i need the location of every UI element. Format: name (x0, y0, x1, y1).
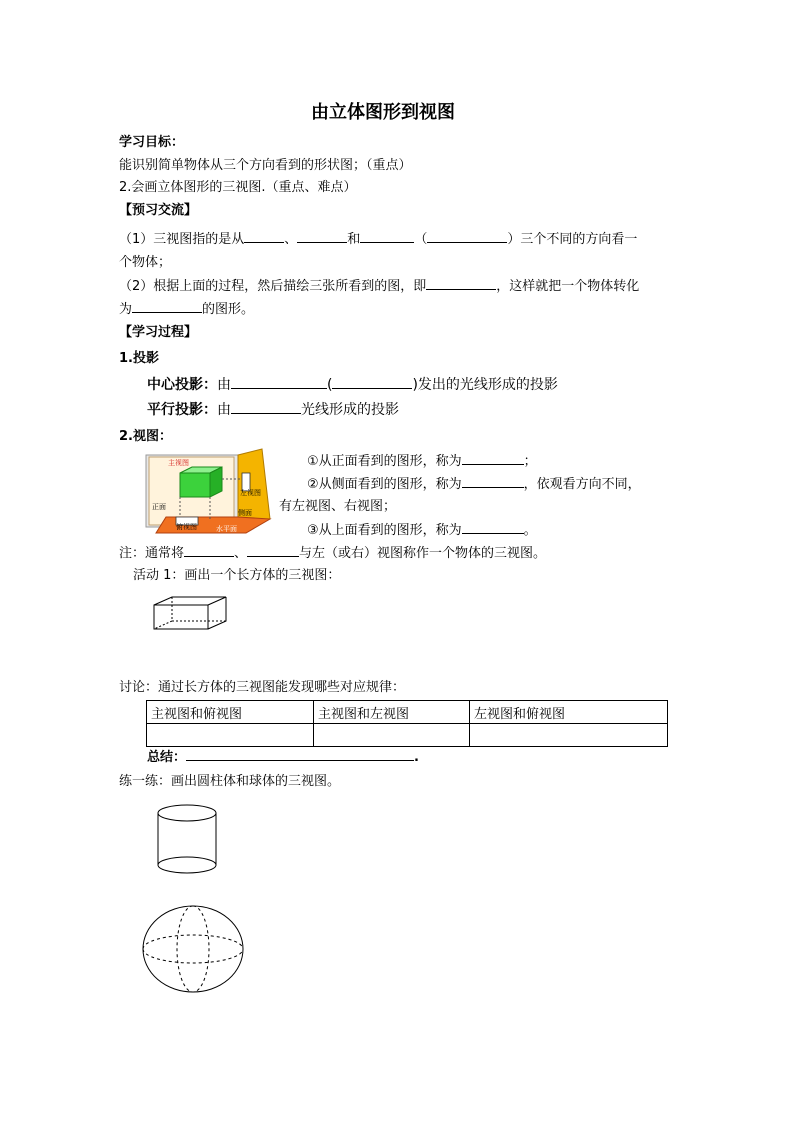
sphere-equator-front (143, 949, 243, 963)
central-blank-1[interactable] (231, 374, 327, 389)
table-cell[interactable] (314, 724, 470, 747)
central-text-c: )发出的光线形成的投影 (412, 377, 558, 393)
central-label: 中心投影： (147, 377, 217, 393)
label-horizontal: 水平面 (216, 525, 237, 533)
v3-text-b: 。 (523, 523, 537, 538)
summary-end: . (414, 750, 419, 765)
q2-text-a: （2）根据上面的过程，然后描绘三张所看到的图，即 (119, 279, 427, 294)
table-cell[interactable] (147, 724, 314, 747)
parallel-label: 平行投影： (147, 402, 217, 418)
q1-text-e: ）三个不同的方向看一 (507, 232, 638, 247)
section-projection: 1.投影 (119, 351, 159, 366)
summary-label: 总结： (147, 750, 187, 765)
cylinder-bottom-back (158, 857, 216, 865)
discussion: 讨论：通过长方体的三视图能发现哪些对应规律： (119, 680, 406, 695)
sphere-outline (143, 906, 243, 992)
v1-blank[interactable] (462, 450, 524, 465)
page-title: 由立体图形到视图 (311, 102, 455, 123)
summary (147, 746, 419, 769)
view-definition-1 (307, 450, 537, 473)
label-front-view: 主视图 (168, 459, 189, 467)
table-header-cell: 左视图和俯视图 (470, 701, 668, 724)
v1-text-a: ①从正面看到的图形，称为 (307, 454, 462, 469)
label-side-face: 侧面 (238, 509, 252, 517)
cylinder-bottom-front (158, 865, 216, 873)
process-heading: 【学习过程】 (119, 325, 198, 340)
cuboid-hidden-edge (154, 621, 172, 629)
rules-table (146, 700, 668, 747)
three-view-figure (146, 449, 276, 535)
table-row (147, 724, 668, 747)
q2-text-b: ，这样就把一个物体转化 (496, 279, 640, 294)
q1-blank-3[interactable] (360, 228, 414, 243)
preview-question-2 (119, 275, 639, 298)
horizontal-plane (156, 517, 270, 533)
sphere-equator-back (143, 935, 243, 949)
preview-question-2-cont (119, 298, 254, 321)
table-cell[interactable] (470, 724, 668, 747)
v2-text-b: ，依观看方向不同， (523, 477, 641, 492)
summary-blank[interactable] (186, 746, 414, 761)
v3-blank[interactable] (462, 519, 524, 534)
cuboid-side (208, 597, 226, 629)
objectives-heading: 学习目标： (119, 135, 185, 150)
v1-text-b: ； (523, 454, 537, 469)
cylinder-figure (156, 803, 220, 877)
objective-2: 2.会画立体图形的三视图.（重点、难点） (119, 180, 357, 195)
note-text-a: 注：通常将 (119, 546, 185, 561)
q1-blank-2[interactable] (297, 228, 347, 243)
objective-1: 能识别简单物体从三个方向看到的形状图；（重点） (119, 158, 412, 173)
q2-text-d: 的图形。 (202, 302, 255, 317)
cuboid-figure (150, 593, 230, 633)
label-top-view: 俯视图 (176, 523, 197, 531)
preview-question-1 (119, 228, 637, 251)
v3-text-a: ③从上面看到的图形，称为 (307, 523, 462, 538)
label-left-view: 左视图 (240, 489, 261, 497)
preview-heading: 【预习交流】 (119, 203, 198, 218)
q1-text-a: （1）三视图指的是从 (119, 232, 245, 247)
q2-blank-1[interactable] (426, 275, 496, 290)
view-definition-2 (307, 473, 641, 496)
q1-text-d: （ (414, 232, 428, 247)
table-header-row (147, 701, 668, 724)
sphere-meridian-right (193, 906, 209, 992)
note-blank-2[interactable] (247, 542, 299, 557)
cylinder-top (158, 805, 216, 821)
parallel-text-a: 由 (217, 402, 231, 418)
parallel-text-b: 光线形成的投影 (301, 402, 399, 418)
q1-blank-4[interactable] (427, 228, 507, 243)
table-header-cell: 主视图和左视图 (314, 701, 470, 724)
central-text-b: ( (327, 377, 333, 393)
note-line (119, 542, 546, 565)
v2-blank[interactable] (462, 473, 524, 488)
q1-text-c: 和 (347, 232, 361, 247)
cuboid-top (154, 597, 226, 605)
view-definition-2-cont: 有左视图、右视图； (279, 499, 397, 514)
parallel-projection (147, 399, 399, 421)
note-blank-1[interactable] (184, 542, 234, 557)
cuboid-front (154, 605, 208, 629)
sphere-figure (142, 905, 246, 995)
central-text-a: 由 (217, 377, 231, 393)
table-header-cell: 主视图和俯视图 (147, 701, 314, 724)
section-views: 2.视图： (119, 429, 172, 444)
green-cube-front (180, 473, 210, 497)
note-text-c: 与左（或右）视图称作一个物体的三视图。 (299, 546, 547, 561)
central-blank-2[interactable] (332, 374, 412, 389)
activity-1: 活动 1：画出一个长方体的三视图： (133, 568, 341, 583)
q1-blank-1[interactable] (244, 228, 284, 243)
note-text-b: 、 (234, 546, 248, 561)
practice: 练一练：画出圆柱体和球体的三视图。 (119, 774, 341, 789)
sphere-meridian-left (177, 906, 193, 992)
label-front-face: 正面 (152, 503, 166, 511)
v2-text-a: ②从侧面看到的图形，称为 (307, 477, 462, 492)
q2-blank-2[interactable] (132, 298, 202, 313)
view-definition-3 (307, 519, 537, 542)
q2-text-c: 为 (119, 302, 133, 317)
parallel-blank[interactable] (231, 399, 301, 414)
preview-question-1-cont: 个物体； (119, 255, 172, 270)
q1-text-b: 、 (284, 232, 298, 247)
central-projection (147, 374, 558, 396)
